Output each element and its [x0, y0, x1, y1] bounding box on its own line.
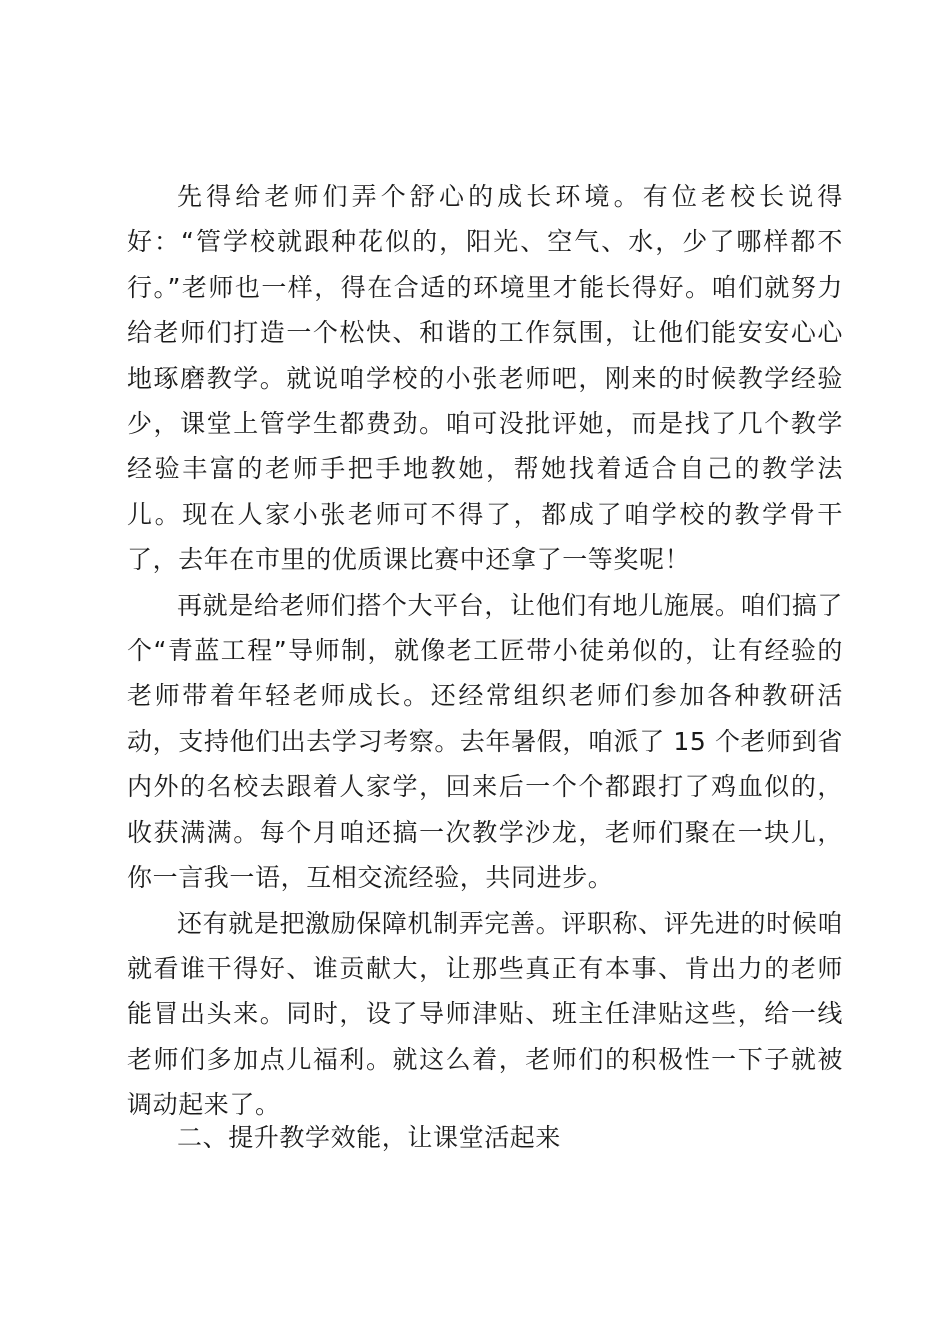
paragraph-teacher-platform: 再就是给老师们搭个大平台，让他们有地儿施展。咱们搞了个“青蓝工程”导师制，就像老工匠带小徒弟似的，让有经验的老师带着年轻老师成长。还经常组织老师们参加各种教研活动，支持他们出去学习考察。去年暑假，咱派了 15 个老师到省内外的名校去跟着人家学，回来后一个个都跟打了鸡血似的，收获满满。每个月咱还搞一次教学沙龙，老师们聚在一块儿，你一言我一语，互相交流经验，共同进步。: [127, 590, 843, 893]
section-heading: 二、提升教学效能，让课堂活起来: [177, 1123, 562, 1152]
document-body: [127, 174, 843, 1128]
paragraph-incentive-mechanism: 还有就是把激励保障机制弄完善。评职称、评先进的时候咱就看谁干得好、谁贡献大，让那些真正有本事、肯出力的老师能冒出头来。同时，设了导师津贴、班主任津贴这些，给一线老师们多加点儿福利。就这么着，老师们的积极性一下子就被调动起来了。: [127, 908, 843, 1120]
paragraph-teacher-environment: 先得给老师们弄个舒心的成长环境。有位老校长说得好：“管学校就跟种花似的，阳光、空气、水，少了哪样都不行。”老师也一样，得在合适的环境里才能长得好。咱们就努力给老师们打造一个松快、和谐的工作氛围，让他们能安安心心地琢磨教学。就说咱学校的小张老师吧，刚来的时候教学经验少，课堂上管学生都费劲。咱可没批评她，而是找了几个教学经验丰富的老师手把手地教她，帮她找着适合自己的教学法儿。现在人家小张老师可不得了，都成了咱学校的教学骨干了，去年在市里的优质课比赛中还拿了一等奖呢！: [127, 182, 843, 575]
